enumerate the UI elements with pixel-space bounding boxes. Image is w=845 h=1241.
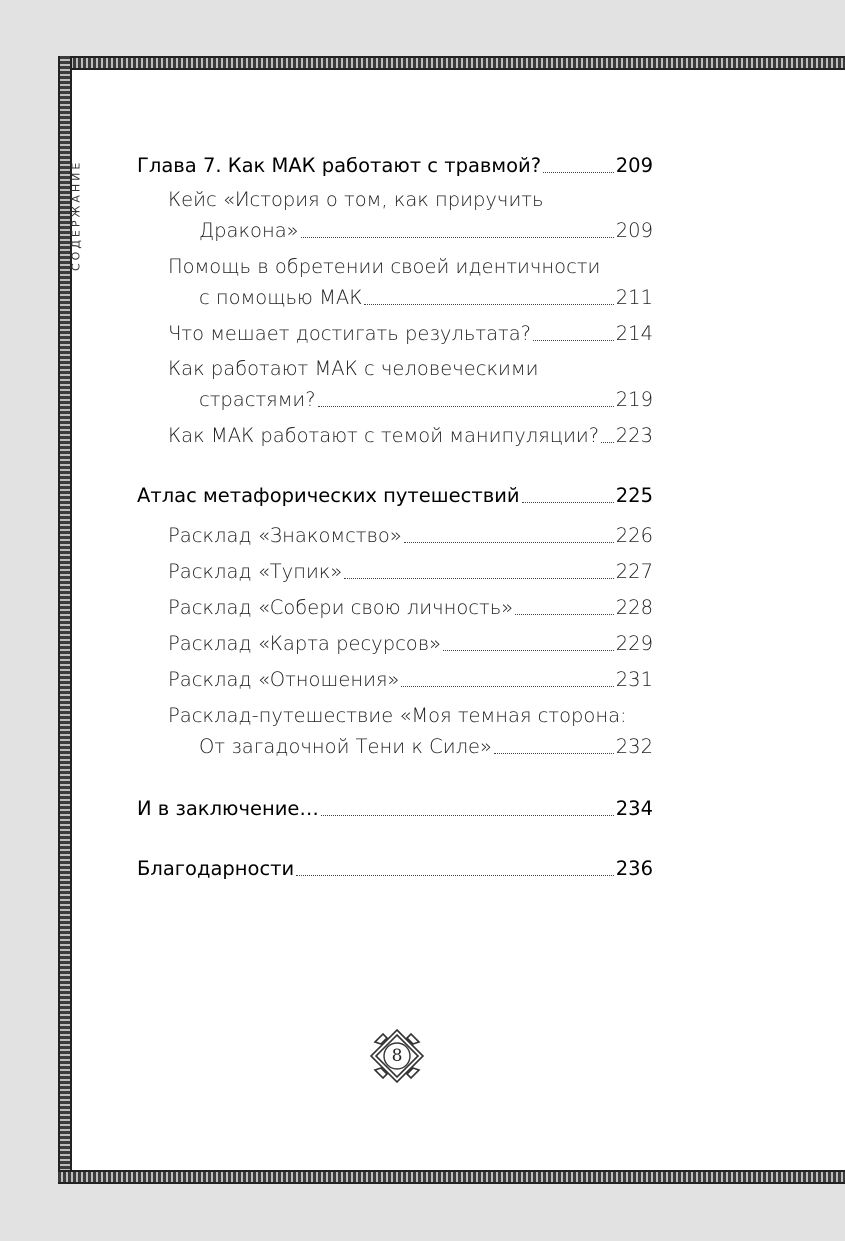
toc-entry[interactable] [137, 318, 653, 349]
dot-leader [443, 649, 614, 651]
ornament-border-bottom [58, 1170, 845, 1184]
toc-entry-title: Глава 7. Как МАК работают с травмой? [137, 154, 542, 177]
section-side-label: СОДЕРЖАНИЕ [69, 159, 83, 271]
toc-entry-title: Расклад-путешествие «Моя темная сторона: [168, 704, 627, 727]
toc-page-number: 223 [615, 424, 653, 447]
toc-entry-title: От загадочной Тени к Силе» [199, 735, 492, 758]
toc-entry[interactable] [137, 664, 653, 695]
page-number-badge [367, 1026, 427, 1086]
toc-page-number: 236 [615, 857, 653, 880]
toc-entry-title: Помощь в обретении своей идентичности [168, 255, 601, 278]
toc-entry-title: Расклад «Отношения» [168, 668, 400, 691]
ornament-border-top [58, 56, 845, 70]
toc-page-number: 214 [615, 322, 653, 345]
dot-leader [522, 501, 614, 503]
toc-entry-title: Как работают МАК с человеческими [168, 357, 539, 380]
toc-entry[interactable] [137, 150, 653, 181]
dot-leader [401, 685, 613, 687]
toc-entry[interactable] [137, 184, 653, 246]
toc-entry-title: Благодарности [137, 857, 295, 880]
toc-page-number: 229 [615, 632, 653, 655]
toc-entry-title: Дракона» [199, 219, 299, 242]
toc-entry[interactable] [137, 853, 653, 884]
toc-page-number: 209 [615, 219, 653, 242]
toc-entry-title: Как МАК работают с темой манипуляции? [168, 424, 600, 447]
dot-leader [494, 752, 614, 754]
toc-page-number: 227 [615, 560, 653, 583]
toc-entry[interactable] [137, 420, 653, 451]
toc-page-number: 225 [615, 484, 653, 507]
toc-entry-title: Атлас метафорических путешествий [137, 484, 520, 507]
toc-page-number: 231 [615, 668, 653, 691]
dot-leader [543, 171, 614, 173]
dot-leader [301, 236, 614, 238]
toc-entry-title: с помощью МАК [199, 286, 363, 309]
page-number: 8 [391, 1046, 403, 1066]
toc-entry-title: Расклад «Собери свою личность» [168, 596, 514, 619]
toc-entry-title: И в заключение… [137, 797, 319, 820]
toc-entry[interactable] [137, 700, 653, 762]
dot-leader [404, 541, 614, 543]
toc-entry[interactable] [137, 353, 653, 415]
toc-entry-title: Расклад «Знакомство» [168, 524, 402, 547]
dot-leader [364, 303, 613, 305]
toc-entry[interactable] [137, 251, 653, 313]
toc-entry[interactable] [137, 480, 653, 511]
toc-page-number: 219 [615, 388, 653, 411]
dot-leader [515, 613, 614, 615]
toc-entry-title: Кейс «История о том, как приручить [168, 188, 544, 211]
dot-leader [296, 874, 614, 876]
toc-entry-title: Что мешает достигать результата? [168, 322, 532, 345]
toc-entry[interactable] [137, 556, 653, 587]
toc-entry-title: страстями? [199, 388, 316, 411]
toc-entry-title: Расклад «Тупик» [168, 560, 343, 583]
toc-page-number: 226 [615, 524, 653, 547]
toc-entry[interactable] [137, 628, 653, 659]
toc-page-number: 228 [615, 596, 653, 619]
toc-entry[interactable] [137, 592, 653, 623]
toc-entry[interactable] [137, 520, 653, 551]
toc-page-number: 211 [615, 286, 653, 309]
toc-page-number: 209 [615, 154, 653, 177]
toc-page-number: 232 [615, 735, 653, 758]
dot-leader [533, 339, 614, 341]
toc-entry[interactable] [137, 793, 653, 824]
dot-leader [321, 814, 614, 816]
dot-leader [318, 405, 614, 407]
dot-leader [601, 441, 614, 443]
dot-leader [344, 577, 613, 579]
toc-entry-title: Расклад «Карта ресурсов» [168, 632, 442, 655]
toc-page-number: 234 [615, 797, 653, 820]
